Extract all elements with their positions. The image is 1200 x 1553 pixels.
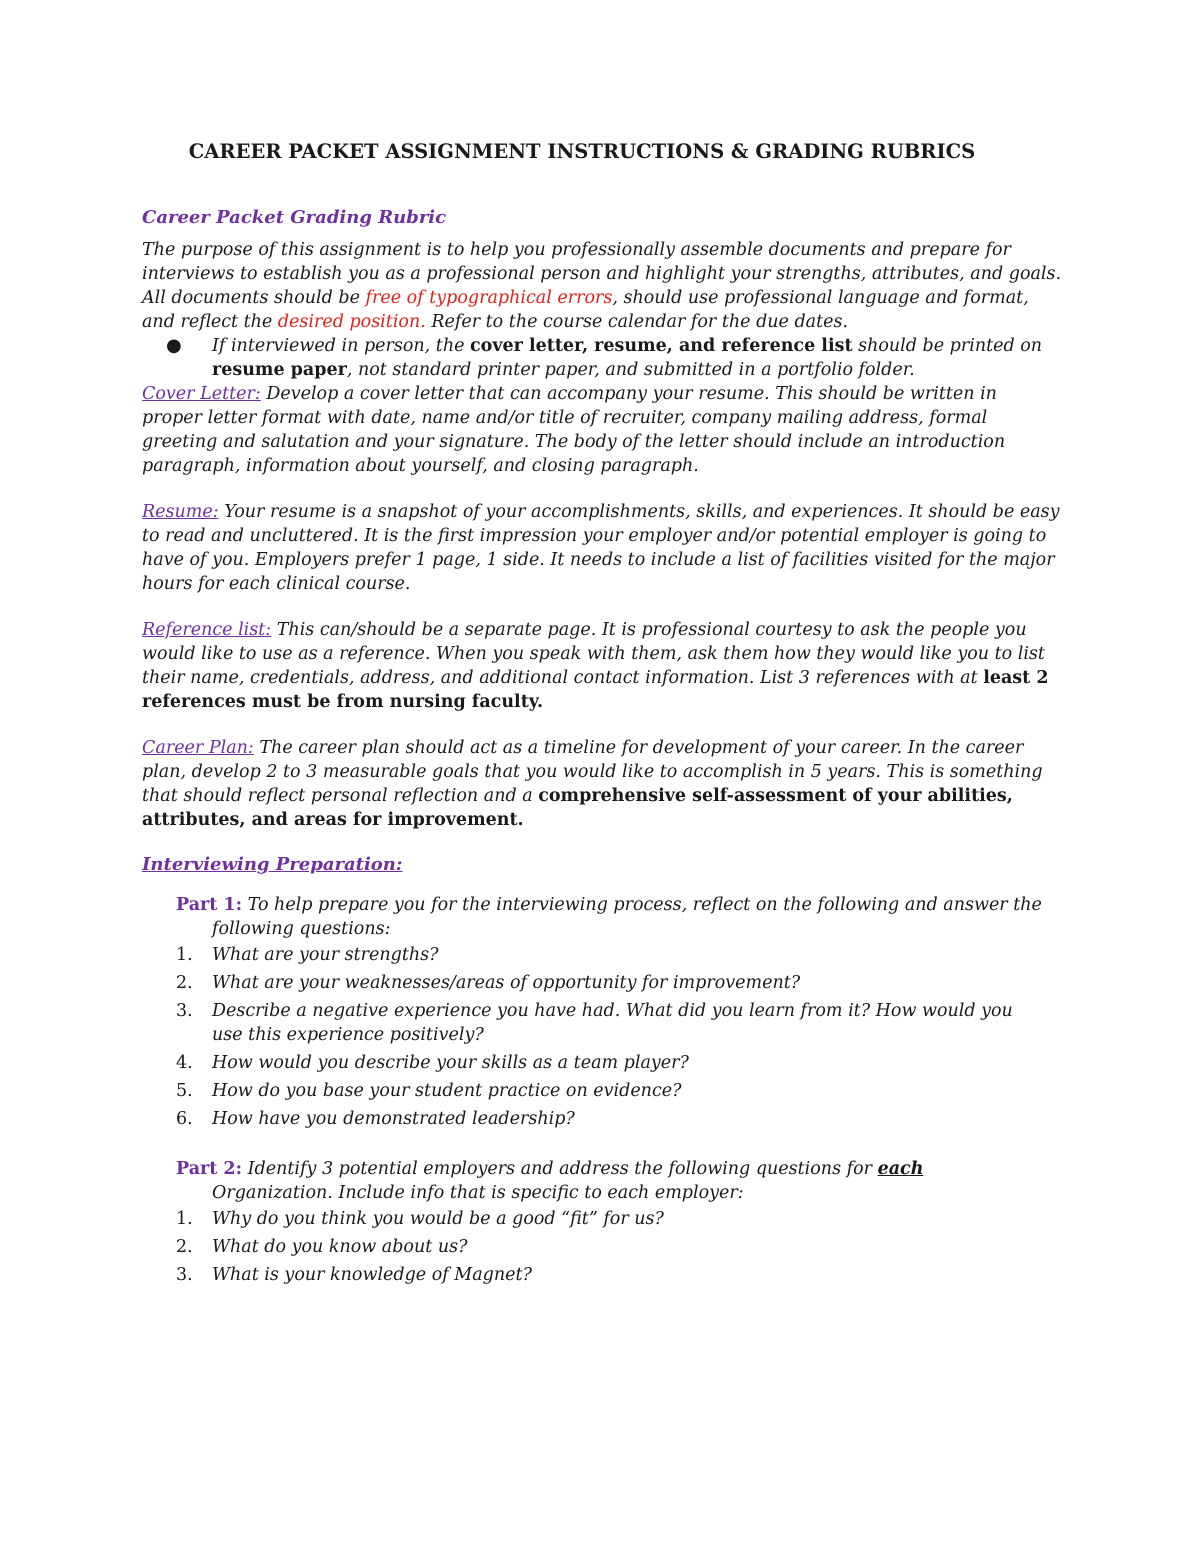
question-text: How would you describe your skills as a team player?: [212, 1053, 689, 1073]
list-item: [176, 999, 1062, 1047]
intro-text-3: Refer to the course calendar for the due dates.: [425, 312, 849, 332]
bullet-t1: If interviewed in person, the: [212, 336, 471, 356]
reference-list-label: Reference list:: [142, 620, 272, 640]
intro-red-2: desired position.: [277, 312, 426, 332]
list-item: [176, 1235, 1062, 1259]
list-item: [176, 1207, 1062, 1231]
career-plan-bold: comprehensive self-assessment of your abilities, attributes, and areas for improvement.: [142, 786, 1013, 830]
list-item: [176, 1263, 1062, 1287]
document-page: [142, 140, 1062, 1291]
bullet-t2: should be printed on: [852, 336, 1043, 356]
career-plan-label: Career Plan:: [142, 738, 254, 758]
bullet-item: [166, 334, 1062, 382]
question-text: How do you base your student practice on evidence?: [212, 1081, 682, 1101]
part2-intro: [176, 1157, 1062, 1205]
intro-text-2: , should use professional language and format, and reflect the: [142, 288, 1029, 332]
question-number: 3.: [176, 1265, 193, 1285]
question-text: How have you demonstrated leadership?: [212, 1109, 575, 1129]
part2-text: Identify 3 potential employers and address the following questions for: [242, 1159, 878, 1179]
part1-label: Part 1: [176, 895, 236, 915]
bullet-b2: resume paper: [212, 360, 347, 380]
cover-letter-label: Cover Letter:: [142, 384, 261, 404]
bullet-t3: , not standard printer paper, and submitted in a portfolio folder.: [346, 360, 915, 380]
bullet-b1: cover letter, resume, and reference list: [470, 336, 853, 356]
question-number: 4.: [176, 1053, 193, 1073]
question-number: 5.: [176, 1081, 193, 1101]
question-text: What do you know about us?: [212, 1237, 468, 1257]
question-text: [212, 999, 1013, 1047]
question-text: What are your strengths?: [212, 945, 439, 965]
part1-questions: [142, 943, 1062, 1131]
question-number: 6.: [176, 1109, 193, 1129]
part2-colon: :: [235, 1159, 243, 1179]
resume-text: Your resume is a snapshot of your accomplishments, skills, and experiences. It should be easy to read and uncluttered. It is the first impression your employer and/or potential employer is going to have of you. Employers prefer 1 page, 1 side. It needs to include a list of facilities visited for the major hours for each clinical course.: [142, 502, 1060, 594]
part1-colon: :: [235, 895, 243, 915]
interviewing-heading: Interviewing Preparation:: [142, 854, 403, 875]
rubric-heading: Career Packet Grading Rubric: [142, 207, 447, 228]
question-text: Why do you think you would be a good “fit” for us?: [212, 1209, 664, 1229]
bullet-dot-icon: ●: [166, 335, 182, 356]
part2-label: Part 2: [176, 1159, 236, 1179]
question-number: 2.: [176, 1237, 193, 1257]
question-number: 1.: [176, 945, 193, 965]
question-text-line2: use this experience positively?: [212, 1025, 484, 1045]
list-item: [176, 1079, 1062, 1103]
reference-list-text: This can/should be a separate page. It is professional courtesy to ask the people you would like to use as a reference. When you speak with them, ask them how they would like you to list their name, credentials, address, and additional contact information. List 3 references with at: [142, 620, 1045, 688]
resume-section: [142, 500, 1062, 596]
list-item: [176, 1107, 1062, 1131]
intro-text-1: The purpose of this assignment is to help you professionally assemble documents and prepare for interviews to establish you as a professional person and highlight your strengths, attributes, and goals. All documents should be: [142, 240, 1062, 308]
part1-text: To help prepare you for the interviewing process, reflect on the following and answer the: [242, 895, 1042, 915]
question-number: 1.: [176, 1209, 193, 1229]
career-plan-text: The career plan should act as a timeline for development of your career. In the career plan, develop 2 to 3 measurable goals that you would like to accomplish in 5 years. This is something that should reflect personal reflection and a: [142, 738, 1043, 806]
list-item: [176, 943, 1062, 967]
list-item: [176, 1051, 1062, 1075]
bullet-text: [212, 334, 1062, 382]
part1-cont: following questions:: [212, 919, 391, 939]
question-number: 2.: [176, 973, 193, 993]
intro-paragraph: [142, 238, 1062, 334]
question-text-line1: Describe a negative experience you have had. What did you learn from it? How would you: [212, 1001, 1013, 1021]
part2-each: each: [877, 1159, 924, 1179]
reference-list-bold: least 2 references must be from nursing faculty.: [142, 668, 1049, 712]
question-text: What are your weaknesses/areas of opportunity for improvement?: [212, 973, 801, 993]
part1-intro: [176, 893, 1062, 941]
part2-cont: Organization. Include info that is specific to each employer:: [212, 1183, 744, 1203]
reference-list-section: [142, 618, 1062, 714]
part2-questions: [142, 1207, 1062, 1287]
cover-letter-section: [142, 382, 1062, 478]
cover-letter-text: Develop a cover letter that can accompany your resume. This should be written in proper letter format with date, name and/or title of recruiter, company mailing address, formal greeting and salutation and your signature. The body of the letter should include an introduction paragraph, information about yourself, and closing paragraph.: [142, 384, 1006, 476]
resume-label: Resume:: [142, 502, 219, 522]
document-title: CAREER PACKET ASSIGNMENT INSTRUCTIONS & GRADING RUBRICS: [188, 140, 976, 163]
question-text: What is your knowledge of Magnet?: [212, 1265, 532, 1285]
question-number: 3.: [176, 1001, 193, 1021]
list-item: [176, 971, 1062, 995]
career-plan-section: [142, 736, 1062, 832]
intro-red-1: free of typographical errors: [365, 288, 613, 308]
